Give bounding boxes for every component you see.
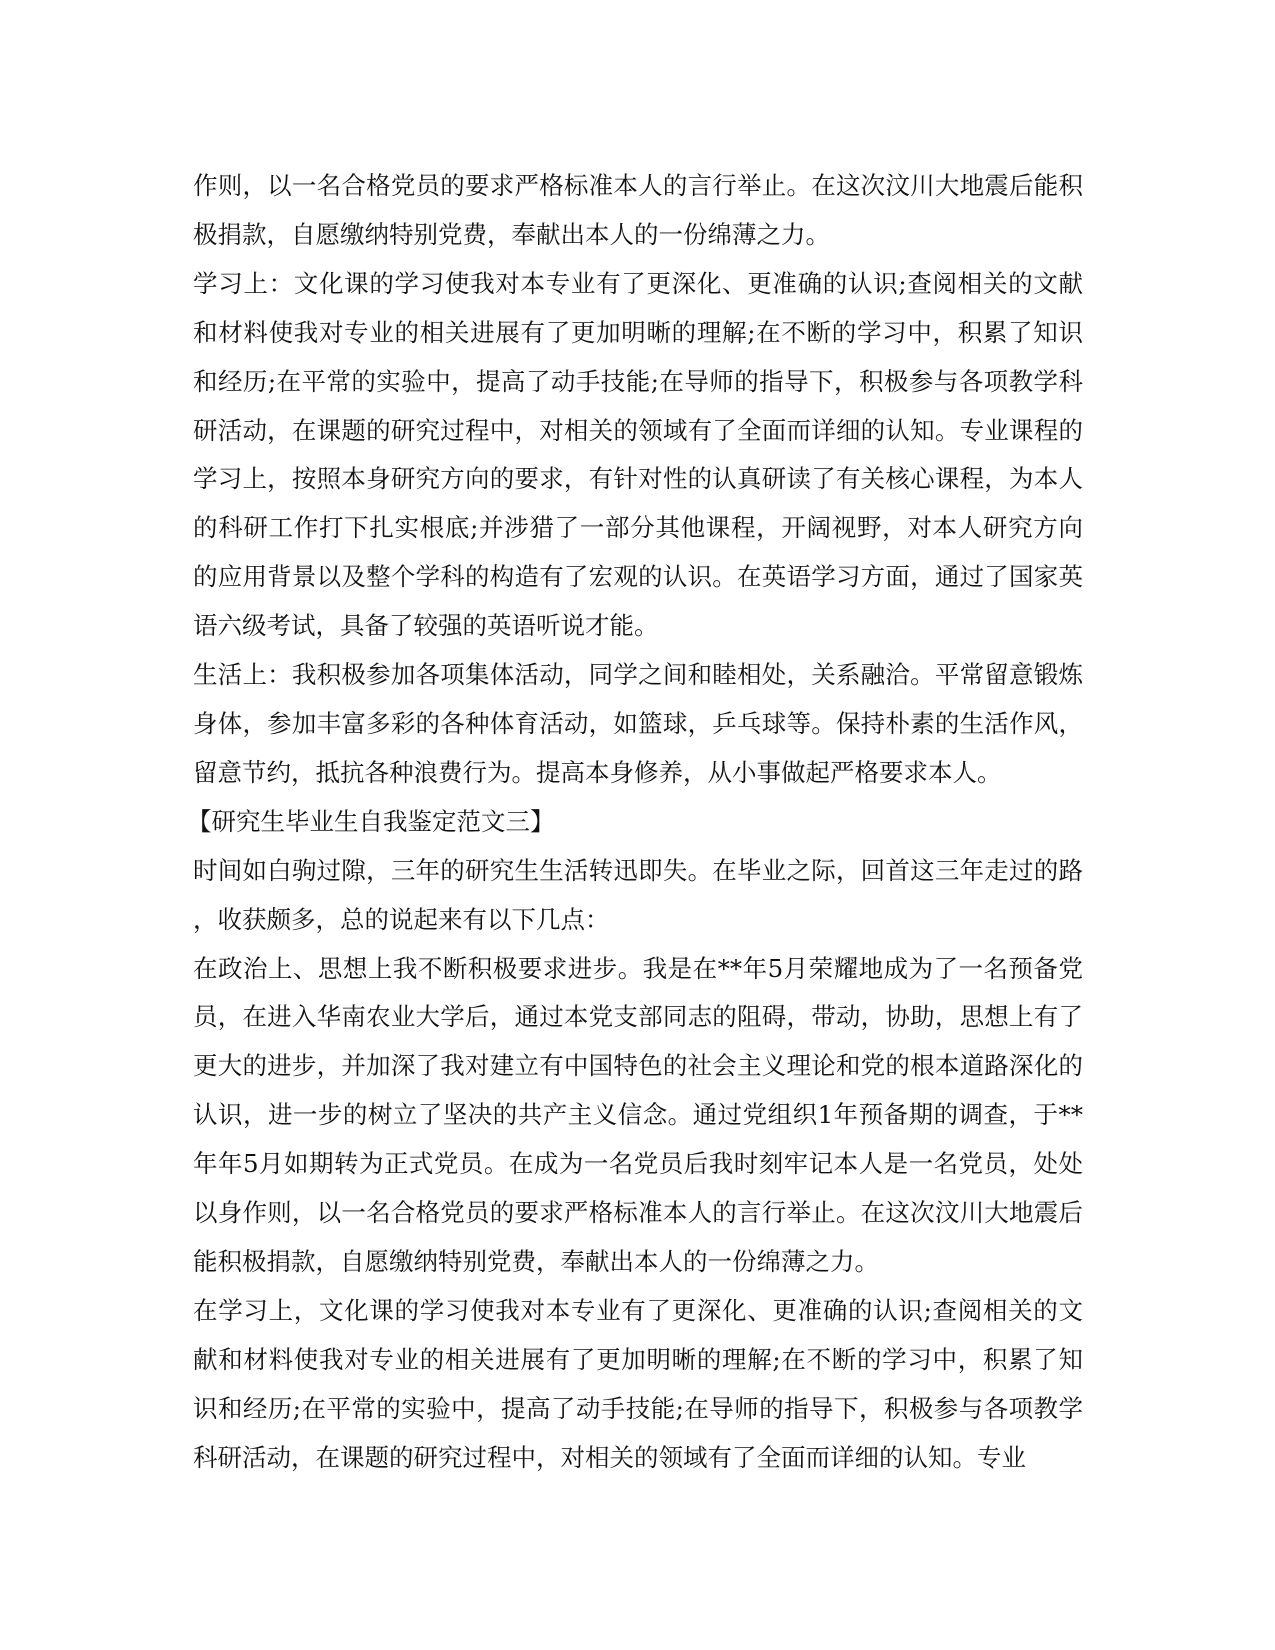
- paragraph-life: 生活上：我积极参加各项集体活动，同学之间和睦相处，关系融洽。平常留意锻炼身体，参加丰富多彩的各种体育活动，如篮球，乒乓球等。保持朴素的生活作风，留意节约，抵抗各种浪费行为。提高本身修养，从小事做起严格要求本人。: [193, 660, 1083, 787]
- paragraph-study: 学习上：文化课的学习使我对本专业有了更深化、更准确的认识;查阅相关的文献和材料使我对专业的相关进展有了更加明晰的理解;在不断的学习中，积累了知识和经历;在平常的实验中，提高了动手技能;在导师的指导下，积极参与各项教学科研活动，在课题的研究过程中，对相关的领域有了全面而详细的认知。专业课程的学习上，按照本身研究方向的要求，有针对性的认真研读了有关核心课程，为本人的科研工作打下扎实根底;并涉猎了一部分其他课程，开阔视野，对本人研究方向的应用背景以及整个学科的构造有了宏观的认识。在英语学习方面，通过了国家英语六级考试，具备了较强的英语听说才能。: [193, 268, 1083, 641]
- paragraph-party-conduct-continued: 作则，以一名合格党员的要求严格标准本人的言行举止。在这次汶川大地震后能积极捐款，自愿缴纳特别党费，奉献出本人的一份绵薄之力。: [193, 171, 1083, 249]
- paragraph-study-two: 在学习上，文化课的学习使我对本专业有了更深化、更准确的认识;查阅相关的文献和材料使我对专业的相关进展有了更加明晰的理解;在不断的学习中，积累了知识和经历;在平常的实验中，提高了动手技能;在导师的指导下，积极参与各项教学科研活动，在课题的研究过程中，对相关的领域有了全面而详细的认知。专业: [193, 1295, 1083, 1472]
- paragraph-politics: 在政治上、思想上我不断积极要求进步。我是在**年5月荣耀地成为了一名预备党员，在进入华南农业大学后，通过本党支部同志的阻碍，带动，协助，思想上有了更大的进步，并加深了我对建立有中国特色的社会主义理论和党的根本道路深化的认识，进一步的树立了坚决的共产主义信念。通过党组织1年预备期的调查，于**年年5月如期转为正式党员。在成为一名党员后我时刻牢记本人是一名党员，处处以身作则，以一名合格党员的要求严格标准本人的言行举止。在这次汶川大地震后能积极捐款，自愿缴纳特别党费，奉献出本人的一份绵薄之力。: [193, 953, 1083, 1276]
- paragraph-intro: 时间如白驹过隙，三年的研究生生活转迅即失。在毕业之际，回首这三年走过的路，收获颇多，总的说起来有以下几点：: [193, 855, 1083, 934]
- document-body: [187, 162, 1083, 1482]
- section-heading-sample-three: 【研究生毕业生自我鉴定范文三】: [187, 806, 555, 836]
